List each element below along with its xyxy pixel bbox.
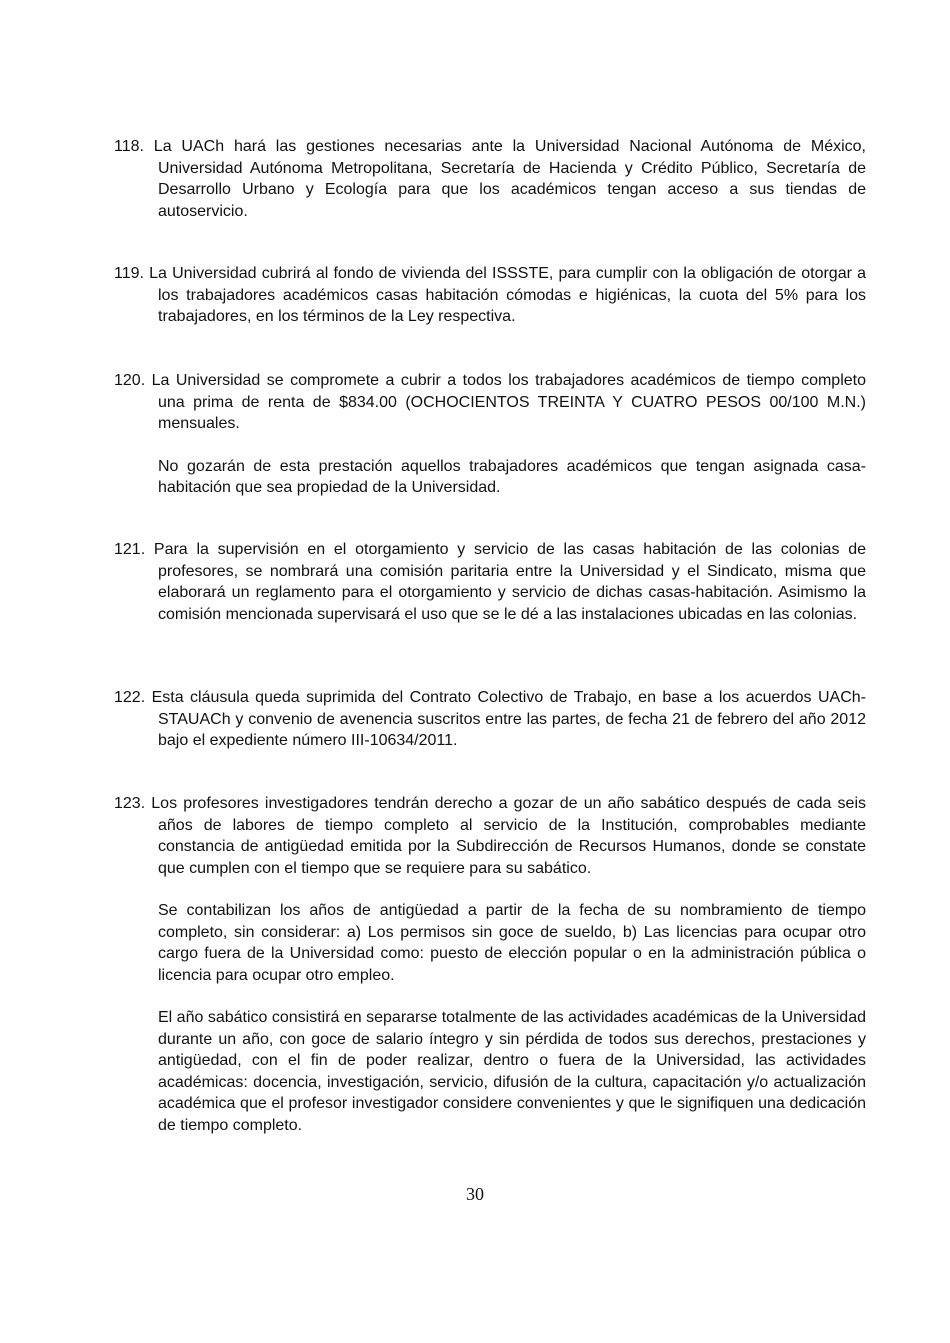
clause-paragraph: El año sabático consistirá en separarse totalmente de las actividades académicas de la Universidad durante un año, con goce de salario íntegro y sin pérdida de todos sus derechos, prestaciones y antigüedad, con el fin de poder realizar, dentro o fuera de la Universidad, las actividades académicas: docencia, investigación, servicio, difusión de la cultura, capacitación y/o actualización académica que el profesor investigador considere convenientes y que le signifiquen una dedicación de tiempo completo. (158, 1009, 866, 1134)
clause-121 (114, 539, 866, 625)
clause-paragraph (114, 793, 866, 879)
clause-123 (114, 793, 866, 1136)
clause-text: Para la supervisión en el otorgamiento y servicio de las casas habitación de las colonias de profesores, se nombrará una comisión paritaria entre la Universidad y el Sindicato, misma que elaborará un reglamento para el otorgamiento y servicio de dichas casas-habitación. Asimismo la comisión mencionada supervisará el uso que se le dé a las instalaciones ubicadas en las colonias. (153, 541, 866, 623)
clause-122 (114, 687, 866, 752)
clause-paragraph (114, 539, 866, 625)
clause-number: 118. (114, 138, 144, 155)
clause-paragraph (114, 370, 866, 435)
clause-text: La Universidad cubrirá al fondo de vivienda del ISSSTE, para cumplir con la obligación de otorgar a los trabajadores académicos casas habitación cómodas e higiénicas, la cuota del 5% para los trabajadores, en los términos de la Ley respectiva. (149, 265, 866, 325)
clause-text: La Universidad se compromete a cubrir a todos los trabajadores académicos de tiempo completo una prima de renta de $834.00 (OCHOCIENTOS TREINTA Y CUATRO PESOS 00/100 M.N.) mensuales. (151, 372, 866, 432)
clause-number: 120. (114, 372, 146, 389)
clause-number: 122. (114, 689, 146, 706)
clause-number: 123. (114, 795, 146, 812)
clause-120 (114, 370, 866, 499)
clause-text: Los profesores investigadores tendrán derecho a gozar de un año sabático después de cada seis años de labores de tiempo completo al servicio de la Institución, comprobables mediante constancia de antigüedad emitida por la Subdirección de Recursos Humanos, donde se constate que cumplen con el tiempo que se requiere para su sabático. (151, 795, 867, 877)
clause-paragraph (114, 687, 866, 752)
clause-paragraph: No gozarán de esta prestación aquellos trabajadores académicos que tengan asignada casa-habitación que sea propiedad de la Universidad. (158, 457, 866, 496)
clause-119 (114, 263, 866, 328)
clause-number: 121. (114, 541, 146, 558)
page-number: 30 (466, 1184, 484, 1204)
clause-paragraph: Se contabilizan los años de antigüedad a partir de la fecha de su nombramiento de tiempo completo, sin considerar: a) Los permisos sin goce de sueldo, b) Las licencias para ocupar otro cargo fuera de la Universidad como: puesto de elección popular o en la administración pública o licencia para ocupar otro empleo. (158, 902, 866, 984)
clause-paragraph (114, 136, 866, 222)
clause-text: Esta cláusula queda suprimida del Contrato Colectivo de Trabajo, en base a los acuerdos UACh-STAUACh y convenio de avenencia suscritos entre las partes, de fecha 21 de febrero del año 2012 bajo el expediente número III-10634/2011. (151, 689, 866, 749)
clause-number: 119. (114, 265, 144, 282)
clause-paragraph (114, 263, 866, 328)
clause-text: La UACh hará las gestiones necesarias ante la Universidad Nacional Autónoma de México, Universidad Autónoma Metropolitana, Secretaría de Hacienda y Crédito Público, Secretaría de Desarrollo Urbano y Ecología para que los académicos tengan acceso a sus tiendas de autoservicio. (153, 138, 866, 220)
clause-118 (114, 136, 866, 222)
